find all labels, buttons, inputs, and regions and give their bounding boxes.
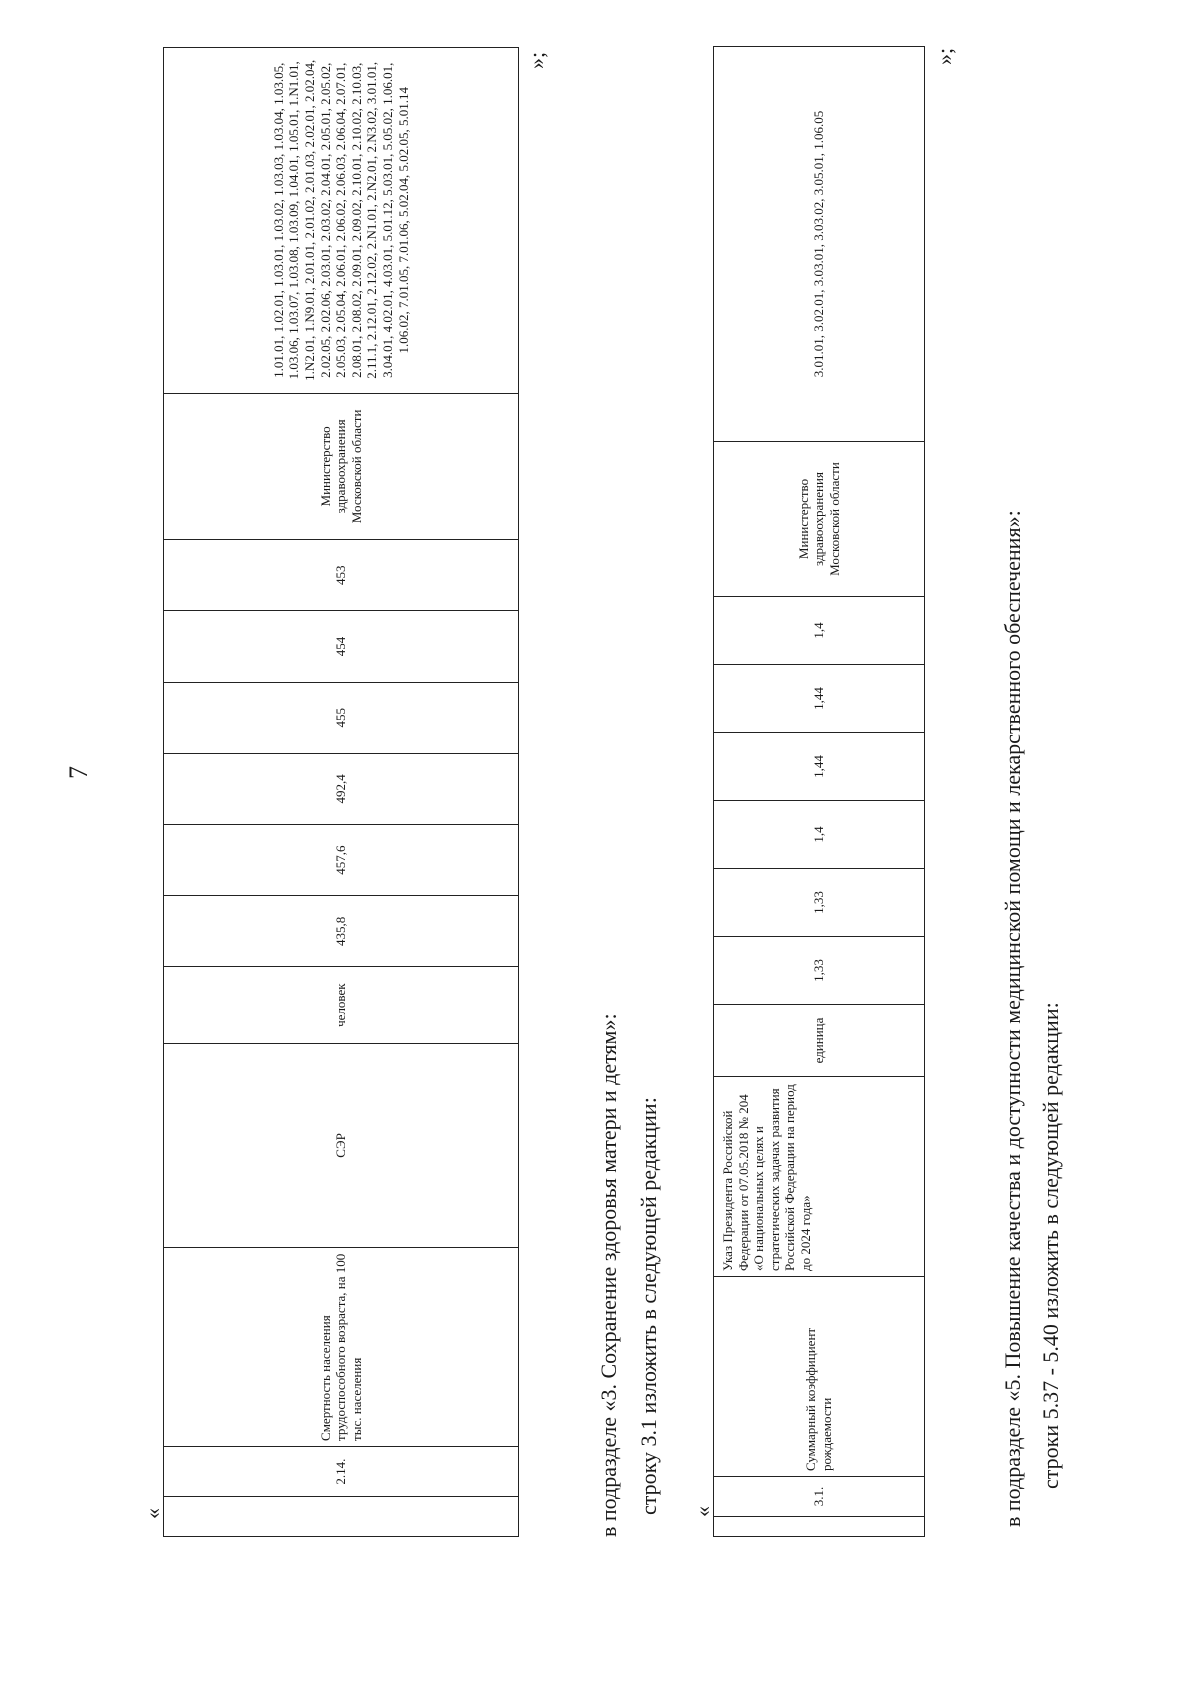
- indicator-unit: человек: [164, 967, 519, 1043]
- close-quote-2: »;: [932, 47, 957, 65]
- row-empty-cell: [714, 1517, 925, 1537]
- indicator-value: 1,4: [714, 801, 925, 869]
- indicator-table-3-1: [713, 46, 925, 1537]
- indicator-name: Смертность населения трудоспособного возраста, на 100 тыс. населения: [164, 1248, 519, 1447]
- indicator-value: 454: [164, 611, 519, 682]
- indicator-value: 455: [164, 682, 519, 753]
- indicator-value: 1,33: [714, 869, 925, 937]
- row-number: 3.1.: [714, 1477, 925, 1517]
- table-row: [714, 47, 925, 1537]
- indicator-value: 435,8: [164, 896, 519, 967]
- indicator-value: 1,44: [714, 733, 925, 801]
- indicator-value: 457,6: [164, 825, 519, 896]
- indicator-value: 1,44: [714, 665, 925, 733]
- activity-codes: 3.01.01, 3.02.01, 3.03.01, 3.03.02, 3.05.01, 1.06.05: [714, 47, 925, 442]
- section3-heading: в подразделе «3. Сохранение здоровья матери и детям»:: [596, 1013, 621, 1537]
- table-row: [164, 48, 519, 1537]
- indicator-value: 492,4: [164, 753, 519, 824]
- page-number: 7: [64, 766, 93, 779]
- section3-instruction: строку 3.1 изложить в следующей редакции:: [636, 1097, 661, 1515]
- indicator-basis: Указ Президента Российской Федерации от 07.05.2018 № 204 «О национальных целях и стратегических задачах развития Российской Федерации на период до 2024 года»: [714, 1077, 925, 1277]
- row-number: 2.14.: [164, 1446, 519, 1496]
- indicator-unit: единица: [714, 1005, 925, 1077]
- open-quote-2: «: [690, 1506, 715, 1517]
- section5-heading: в подразделе «5. Повышение качества и доступности медицинской помощи и лекарственного обеспечения»:: [1000, 510, 1025, 1527]
- indicator-value: 1,4: [714, 597, 925, 665]
- responsible-body: Министерство здравоохранения Московской области: [714, 442, 925, 597]
- section5-instruction: строки 5.37 - 5.40 изложить в следующей редакции:: [1038, 1002, 1063, 1489]
- indicator-value: 453: [164, 540, 519, 611]
- close-quote-1: »;: [524, 51, 549, 69]
- open-quote-1: «: [140, 1508, 165, 1519]
- row-empty-cell: [164, 1497, 519, 1537]
- indicator-name: Суммарный коэффициент рождаемости: [714, 1277, 925, 1477]
- activity-codes: 1.01.01, 1.02.01, 1.03.01, 1.03.02, 1.03.03, 1.03.04, 1.03.05, 1.03.06, 1.03.07, 1.03.08, 1.03.09, 1.04.01, 1.05.01, 1.N1.01, 1.N2.01, 1.N9.01, 2.01.01, 2.01.02, 2.01.03, 2.02.01, 2.02.04, 2.02.05, 2.02.06, 2.03.01, 2.03.02, 2.04.01, 2.05.01, 2.05.02, 2.05.03, 2.05.04, 2.06.01, 2.06.02, 2.06.03, 2.06.04, 2.07.01, 2.08.01, 2.08.02, 2.09.01, 2.09.02, 2.10.01, 2.10.02, 2.10.03, 2.11.1, 2.12.01, 2.12.02, 2.N1.01, 2.N2.01, 2.N3.02, 3.01.01, 3.04.01, 4.02.01, 4.03.01, 5.01.12, 5.03.01, 5.05.02, 1.06.01, 1.06.02, 7.01.05, 7.01.06, 5.02.04, 5.02.05, 5.01.14: [164, 48, 519, 394]
- responsible-body: Министерство здравоохранения Московской области: [164, 393, 519, 540]
- indicator-basis: СЭР: [164, 1043, 519, 1247]
- indicator-value: 1,33: [714, 937, 925, 1005]
- indicator-table-2-14: [163, 47, 519, 1537]
